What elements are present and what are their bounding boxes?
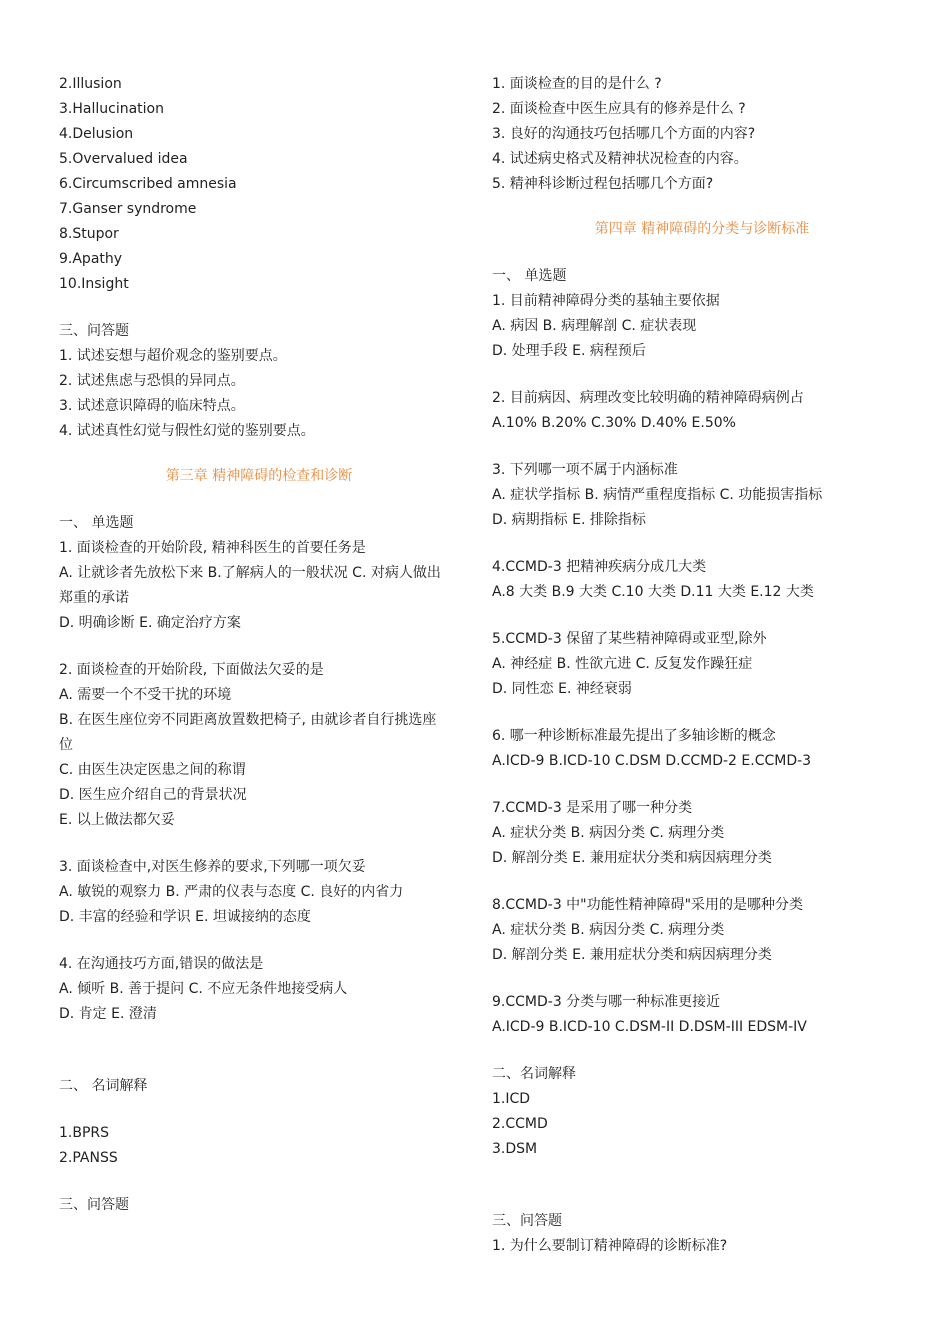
question-options: D. 处理手段 E. 病程预后 (492, 343, 646, 359)
question (492, 990, 912, 1040)
question-options: A.ICD-9 B.ICD-10 C.DSM-II D.DSM-III EDSM-IV (492, 1019, 807, 1035)
question (59, 658, 459, 833)
question (492, 796, 912, 871)
question-text: 8.CCMD-3 中"功能性精神障碍"采用的是哪种分类 (492, 897, 804, 913)
term-item: 8.Stupor (59, 226, 119, 242)
question-options: A. 症状学指标 B. 病情严重程度指标 C. 功能损害指标 (492, 487, 823, 503)
chapter-title: 第三章 精神障碍的检查和诊断 (165, 468, 353, 484)
qa-item: 3. 试述意识障碍的临床特点。 (59, 398, 245, 414)
term-item: 5.Overvalued idea (59, 151, 188, 167)
question (492, 458, 912, 533)
question-options: 郑重的承诺 (59, 590, 129, 606)
qa-section (59, 319, 459, 444)
qa-item: 1. 面谈检查的目的是什么 ? (492, 76, 662, 92)
question-options: E. 以上做法都欠妥 (59, 812, 175, 828)
section-heading: 二、名词解释 (492, 1066, 576, 1082)
question-options: A.ICD-9 B.ICD-10 C.DSM D.CCMD-2 E.CCMD-3 (492, 753, 812, 769)
question-options: A. 倾听 B. 善于提问 C. 不应无条件地接受病人 (59, 981, 348, 997)
question-options: A. 让就诊者先放松下来 B.了解病人的一般状况 C. 对病人做出 (59, 565, 441, 581)
qa-item: 2. 试述焦虑与恐惧的异同点。 (59, 373, 245, 389)
term-item: 2.Illusion (59, 76, 122, 92)
question (492, 386, 912, 436)
terms-list (59, 72, 459, 297)
question-options: A.10% B.20% C.30% D.40% E.50% (492, 415, 736, 431)
section-heading: 一、 单选题 (492, 268, 567, 284)
question-options: D. 丰富的经验和学识 E. 坦诚接纳的态度 (59, 909, 311, 925)
term-item: 2.CCMD (492, 1116, 548, 1132)
left-column (59, 72, 459, 1218)
qa-section (492, 72, 912, 197)
question-text: 1. 目前精神障碍分类的基轴主要依据 (492, 293, 720, 309)
question-options: D. 解剖分类 E. 兼用症状分类和病因病理分类 (492, 850, 772, 866)
term-item: 1.BPRS (59, 1125, 110, 1141)
term-item: 2.PANSS (59, 1150, 118, 1166)
section-heading: 二、 名词解释 (59, 1078, 148, 1094)
question-options: D. 医生应介绍自己的背景状况 (59, 787, 247, 803)
term-item: 9.Apathy (59, 251, 123, 267)
question-options: D. 明确诊断 E. 确定治疗方案 (59, 615, 241, 631)
question-options: A. 病因 B. 病理解剖 C. 症状表现 (492, 318, 697, 334)
question-options: D. 同性恋 E. 神经衰弱 (492, 681, 632, 697)
question-text: 4.CCMD-3 把精神疾病分成几大类 (492, 559, 707, 575)
term-item: 1.ICD (492, 1091, 531, 1107)
qa-item: 2. 面谈检查中医生应具有的修养是什么 ? (492, 101, 746, 117)
question-options: B. 在医生座位旁不同距离放置数把椅子, 由就诊者自行挑选座 (59, 712, 437, 728)
section-heading: 三、问答题 (59, 323, 129, 339)
question-options: D. 病期指标 E. 排除指标 (492, 512, 646, 528)
section-heading: 三、问答题 (492, 1213, 562, 1229)
section-heading: 三、问答题 (59, 1197, 129, 1213)
question (492, 289, 912, 364)
term-item: 7.Ganser syndrome (59, 201, 197, 217)
qa-item: 3. 良好的沟通技巧包括哪几个方面的内容? (492, 126, 756, 142)
question (492, 724, 912, 774)
term-item: 6.Circumscribed amnesia (59, 176, 237, 192)
term-item: 3.DSM (492, 1141, 538, 1157)
question-options: C. 由医生决定医患之间的称谓 (59, 762, 246, 778)
section-heading: 一、 单选题 (59, 515, 134, 531)
question-options: A. 敏锐的观察力 B. 严肃的仪表与态度 C. 良好的内省力 (59, 884, 404, 900)
question (492, 555, 912, 605)
term-item: 10.Insight (59, 276, 129, 292)
question-text: 3. 面谈检查中,对医生修养的要求,下列哪一项欠妥 (59, 859, 366, 875)
question-text: 2. 面谈检查的开始阶段, 下面做法欠妥的是 (59, 662, 324, 678)
term-item: 4.Delusion (59, 126, 134, 142)
qa-item: 4. 试述病史格式及精神状况检查的内容。 (492, 151, 748, 167)
question-options: A. 需要一个不受干扰的环境 (59, 687, 232, 703)
question-options: D. 肯定 E. 澄清 (59, 1006, 157, 1022)
question-options: A. 症状分类 B. 病因分类 C. 病理分类 (492, 922, 725, 938)
qa-item: 4. 试述真性幻觉与假性幻觉的鉴别要点。 (59, 423, 315, 439)
question-options: D. 解剖分类 E. 兼用症状分类和病因病理分类 (492, 947, 772, 963)
question-text: 4. 在沟通技巧方面,错误的做法是 (59, 956, 264, 972)
question-text: 7.CCMD-3 是采用了哪一种分类 (492, 800, 693, 816)
question-text: 3. 下列哪一项不属于内涵标准 (492, 462, 678, 478)
question-options: 位 (59, 737, 73, 753)
question-options: A.8 大类 B.9 大类 C.10 大类 D.11 大类 E.12 大类 (492, 584, 814, 600)
question-text: 2. 目前病因、病理改变比较明确的精神障碍病例占 (492, 390, 804, 406)
question-text: 5.CCMD-3 保留了某些精神障碍或亚型,除外 (492, 631, 767, 647)
term-item: 3.Hallucination (59, 101, 164, 117)
qa-item: 1. 为什么要制订精神障碍的诊断标准? (492, 1238, 728, 1254)
question (59, 536, 459, 636)
question-options: A. 神经症 B. 性欲亢进 C. 反复发作躁狂症 (492, 656, 753, 672)
question (59, 952, 459, 1027)
question (492, 893, 912, 968)
question-text: 6. 哪一种诊断标准最先提出了多轴诊断的概念 (492, 728, 776, 744)
question (492, 627, 912, 702)
question-text: 1. 面谈检查的开始阶段, 精神科医生的首要任务是 (59, 540, 366, 556)
qa-item: 5. 精神科诊断过程包括哪几个方面? (492, 176, 714, 192)
question-options: A. 症状分类 B. 病因分类 C. 病理分类 (492, 825, 725, 841)
chapter-title: 第四章 精神障碍的分类与诊断标准 (594, 221, 810, 237)
question-text: 9.CCMD-3 分类与哪一种标准更接近 (492, 994, 721, 1010)
right-column (492, 72, 912, 1259)
qa-item: 1. 试述妄想与超价观念的鉴别要点。 (59, 348, 287, 364)
question (59, 855, 459, 930)
